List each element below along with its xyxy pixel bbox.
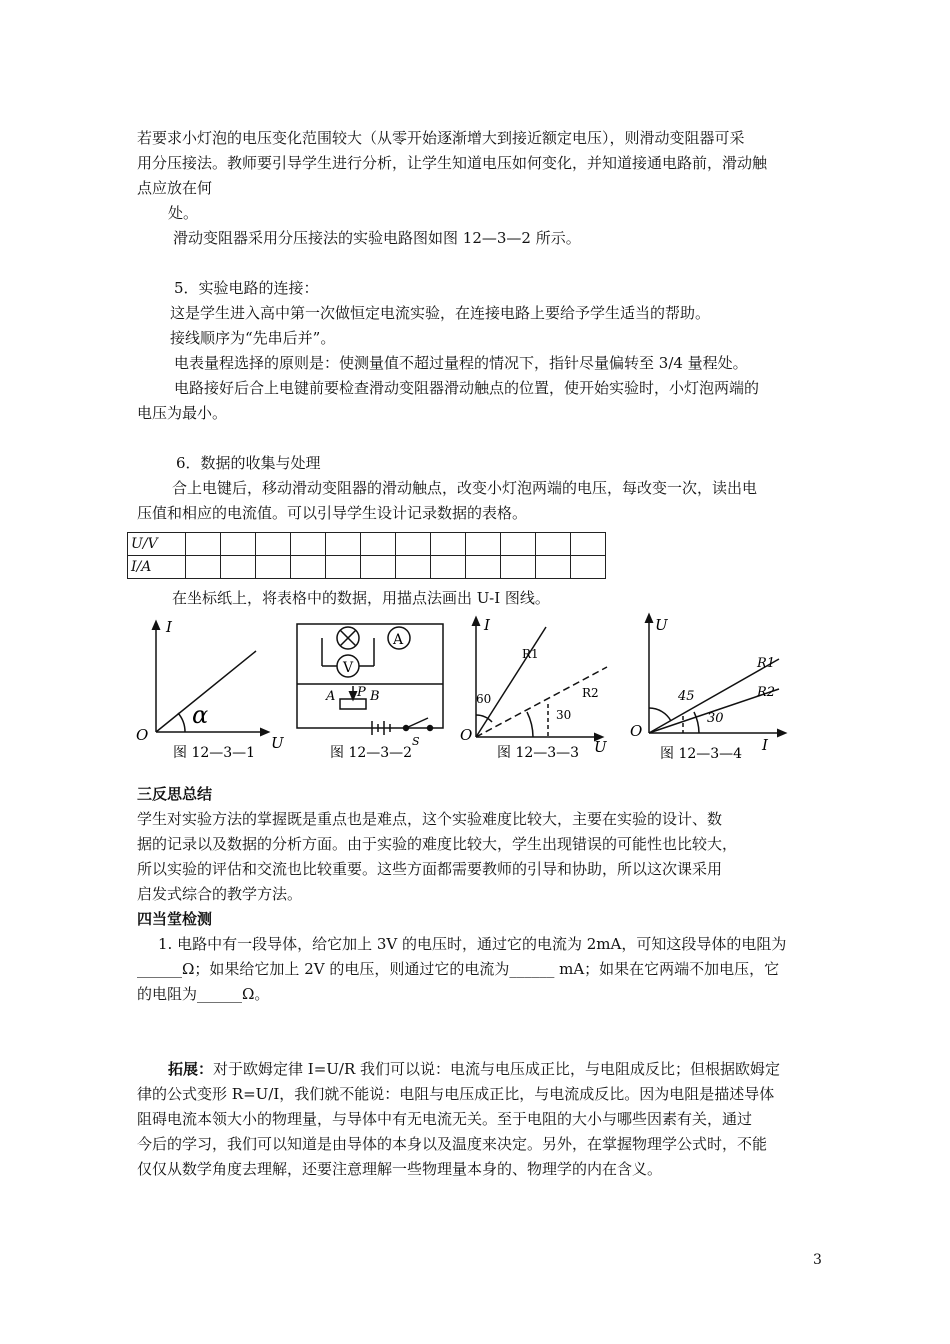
section5-line-4: 电路接好后合上电键前要检查滑动变阻器滑动触点的位置，使开始实验时，小灯泡两端的 (174, 379, 760, 397)
fig4-angle-30: 30 (707, 711, 724, 726)
fig3-angle-30: 30 (556, 708, 572, 722)
fig3-x-label: U (594, 738, 607, 756)
intro-line-2: 用分压接法。教师要引导学生进行分析，让学生知道电压如何变化，并知道接通电路前，滑动触 (137, 154, 768, 172)
fig4-caption: 图 12—3—4 (660, 746, 743, 762)
rheostat-label-b: B (370, 689, 380, 704)
extension-text-1: 对于欧姆定律 I=U/R 我们可以说：电流与电压成正比，与电阻成反比；但根据欧姆定 (213, 1060, 781, 1078)
test-line-3: 的电阻为______Ω。 (137, 985, 270, 1003)
rheostat-label-p: P (357, 685, 366, 700)
fig4-x-label: I (762, 736, 768, 754)
fig4-line-r2: R2 (757, 685, 776, 700)
reflection-line-2: 据的记录以及数据的分析方面。由于实验的难度比较大，学生出现错误的可能性也比较大， (137, 835, 738, 853)
fig4-line-r1: R1 (757, 656, 776, 671)
figure-12-3-1 (156, 624, 266, 732)
section5-line-2: 接线顺序为“先串后并”。 (170, 329, 336, 347)
section5-line-1: 这是学生进入高中第一次做恒定电流实验，在连接电路上要给予学生适当的帮助。 (170, 304, 711, 322)
test-line-1: 1. 电路中有一段导体，给它加上 3V 的电压时，通过它的电流为 2mA，可知这段导体的电阻为 (158, 935, 787, 953)
fig3-angle-60: 60 (476, 692, 492, 706)
voltmeter-icon: V (343, 660, 354, 676)
fig3-y-label: I (484, 616, 490, 634)
section5-line-5: 电压为最小。 (137, 404, 228, 422)
ammeter-icon: A (393, 632, 404, 648)
intro-line-1: 若要求小灯泡的电压变化范围较大（从零开始逐渐增大到接近额定电压），则滑动变阻器可采 (137, 129, 745, 147)
reflection-line-1: 学生对实验方法的掌握既是重点也是难点，这个实验难度比较大，主要在实验的设计、数 (137, 810, 723, 828)
fig4-angle-45: 45 (678, 689, 695, 704)
fig3-line-r2: R2 (582, 686, 599, 700)
extension-line-5: 仅仅从数学角度去理解，还要注意理解一些物理量本身的、物理学的内在含义。 (137, 1160, 663, 1178)
switch-label: S (412, 735, 420, 748)
section6-after-table: 在坐标纸上，将表格中的数据，用描点法画出 U-I 图线。 (172, 589, 550, 607)
table-row-label: I/A (128, 556, 186, 579)
extension-line-3: 阻碍电流本领大小的物理量，与导体中有无电流无关。至于电阻的大小与哪些因素有关，通过 (137, 1110, 753, 1128)
extension-line-4: 今后的学习，我们可以知道是由导体的本身以及温度来决定。另外，在掌握物理学公式时，不能 (137, 1135, 768, 1153)
rheostat-label-a: A (326, 689, 336, 704)
reflection-heading: 三反思总结 (137, 785, 213, 803)
extension-line-1 (168, 1059, 780, 1079)
fig1-angle-alpha: α (192, 701, 209, 729)
section6-line-1: 合上电键后，移动滑动变阻器的滑动触点，改变小灯泡两端的电压，每改变一次，读出电 (172, 479, 758, 497)
fig1-x-label: U (271, 734, 284, 752)
intro-line-4: 处。 (168, 204, 199, 222)
extension-line-2: 律的公式变形 R=U/I，我们就不能说：电阻与电压成正比，与电流成反比。因为电阻是描述导体 (137, 1085, 775, 1103)
test-line-2: ______Ω；如果给它加上 2V 的电压，则通过它的电流为______ mA；如果在它两端不加电压，它 (137, 960, 780, 978)
page-number: 3 (813, 1252, 822, 1268)
figure-12-3-2 (297, 624, 443, 735)
fig2-caption: 图 12—3—2 (330, 745, 413, 761)
section5-heading: 5．实验电路的连接： (174, 279, 319, 297)
fig3-origin: O (460, 726, 473, 744)
fig4-y-label: U (655, 616, 668, 634)
table-row-label: U/V (128, 533, 186, 556)
section5-line-3: 电表量程选择的原则是：使测量值不超过量程的情况下，指针尽量偏转至 3/4 量程处。 (174, 354, 748, 372)
fig3-line-r1: R1 (522, 647, 539, 661)
reflection-line-3: 所以实验的评估和交流也比较重要。这些方面都需要教师的引导和协助，所以这次课采用 (137, 860, 723, 878)
intro-line-5: 滑动变阻器采用分压接法的实验电路图如图 12—3—2 所示。 (173, 229, 581, 247)
fig4-origin: O (630, 722, 643, 740)
fig3-caption: 图 12—3—3 (497, 745, 580, 761)
fig1-y-label: I (166, 618, 172, 636)
test-heading: 四当堂检测 (137, 910, 213, 928)
section6-heading: 6．数据的收集与处理 (176, 454, 321, 472)
section6-line-2: 压值和相应的电流值。可以引导学生设计记录数据的表格。 (137, 504, 528, 522)
reflection-line-4: 启发式综合的教学方法。 (137, 885, 303, 903)
intro-line-3: 点应放在何 (137, 179, 213, 197)
fig1-caption: 图 12—3—1 (173, 745, 256, 761)
figure-12-3-3 (476, 620, 607, 737)
fig1-origin: O (136, 726, 149, 744)
extension-label: 拓展： (168, 1060, 214, 1078)
